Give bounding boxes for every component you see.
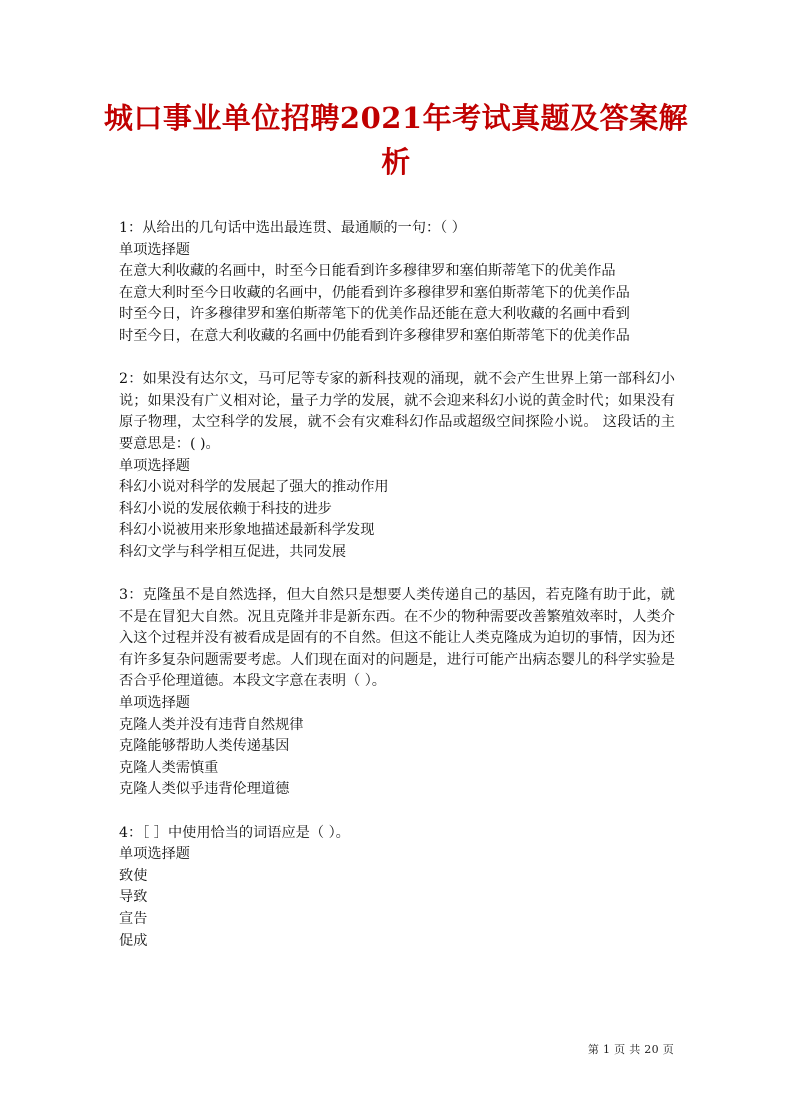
option-b: 克隆能够帮助人类传递基因 [119, 738, 290, 755]
question-type: 单项选择题 [119, 695, 190, 712]
option-b: 在意大利时至今日收藏的名画中，仍能看到许多穆律罗和塞伯斯蒂笔下的优美作品 [119, 284, 630, 301]
question-type: 单项选择题 [119, 457, 190, 474]
option-c: 克隆人类需慎重 [119, 759, 219, 776]
question-type: 单项选择题 [119, 241, 190, 258]
option-c: 时至今日，许多穆律罗和塞伯斯蒂笔下的优美作品还能在意大利收藏的名画中看到 [119, 306, 630, 323]
option-d: 科幻文学与科学相互促进，共同发展 [119, 543, 347, 560]
option-b: 导致 [119, 889, 148, 906]
option-b: 科幻小说的发展依赖于科技的进步 [119, 500, 332, 517]
option-a: 致使 [119, 867, 148, 884]
option-d: 克隆人类似乎违背伦理道德 [119, 781, 290, 798]
question-3 [119, 585, 675, 801]
question-1 [119, 218, 675, 348]
question-4 [119, 823, 675, 953]
question-stem: 1：从给出的几句话中选出最连贯、最通顺的一句：（ ） [119, 220, 466, 236]
question-type: 单项选择题 [119, 846, 190, 863]
option-a: 在意大利收藏的名画中，时至今日能看到许多穆律罗和塞伯斯蒂笔下的优美作品 [119, 263, 616, 280]
page-title: 城口事业单位招聘2021年考试真题及答案解析 [103, 101, 689, 179]
option-d: 促成 [119, 932, 148, 949]
question-list [119, 218, 675, 974]
option-a: 克隆人类并没有违背自然规律 [119, 716, 304, 733]
option-c: 宣告 [119, 911, 148, 927]
question-stem: 3：克隆虽不是自然选择，但大自然只是想要人类传递自己的基因，若克隆有助于此，就不是在冒犯大自然。况且克隆并非是新东西。在不少的物种需要改善繁殖效率时，人类介入这个过程并没有被看成是固有的不自然。但这不能让人类克隆成为迫切的事情，因为还有许多复杂问题需要考虑。人们现在面对的问题是，进行可能产出病态婴儿的科学实验是否合乎伦理道德。本段文字意在表明（ ）。 [119, 587, 675, 690]
question-stem: 4：［ ］中使用恰当的词语应是（ ）。 [119, 824, 350, 841]
option-c: 科幻小说被用来形象地描述最新科学发现 [119, 522, 375, 539]
option-d: 时至今日，在意大利收藏的名画中仍能看到许多穆律罗和塞伯斯蒂笔下的优美作品 [119, 327, 630, 344]
page-number: 第 1 页 共 20 页 [587, 1043, 674, 1056]
question-stem: 2：如果没有达尔文，马可尼等专家的新科技观的涌现，就不会产生世界上第一部科幻小说；如果没有广义相对论，量子力学的发展，就不会迎来科幻小说的黄金时代；如果没有原子物理，太空科学的发展，就不会有灾难科幻作品或超级空间探险小说。 这段话的主要意思是：( )。 [119, 371, 675, 452]
option-a: 科幻小说对科学的发展起了强大的推动作用 [119, 479, 389, 496]
question-2 [119, 369, 675, 563]
